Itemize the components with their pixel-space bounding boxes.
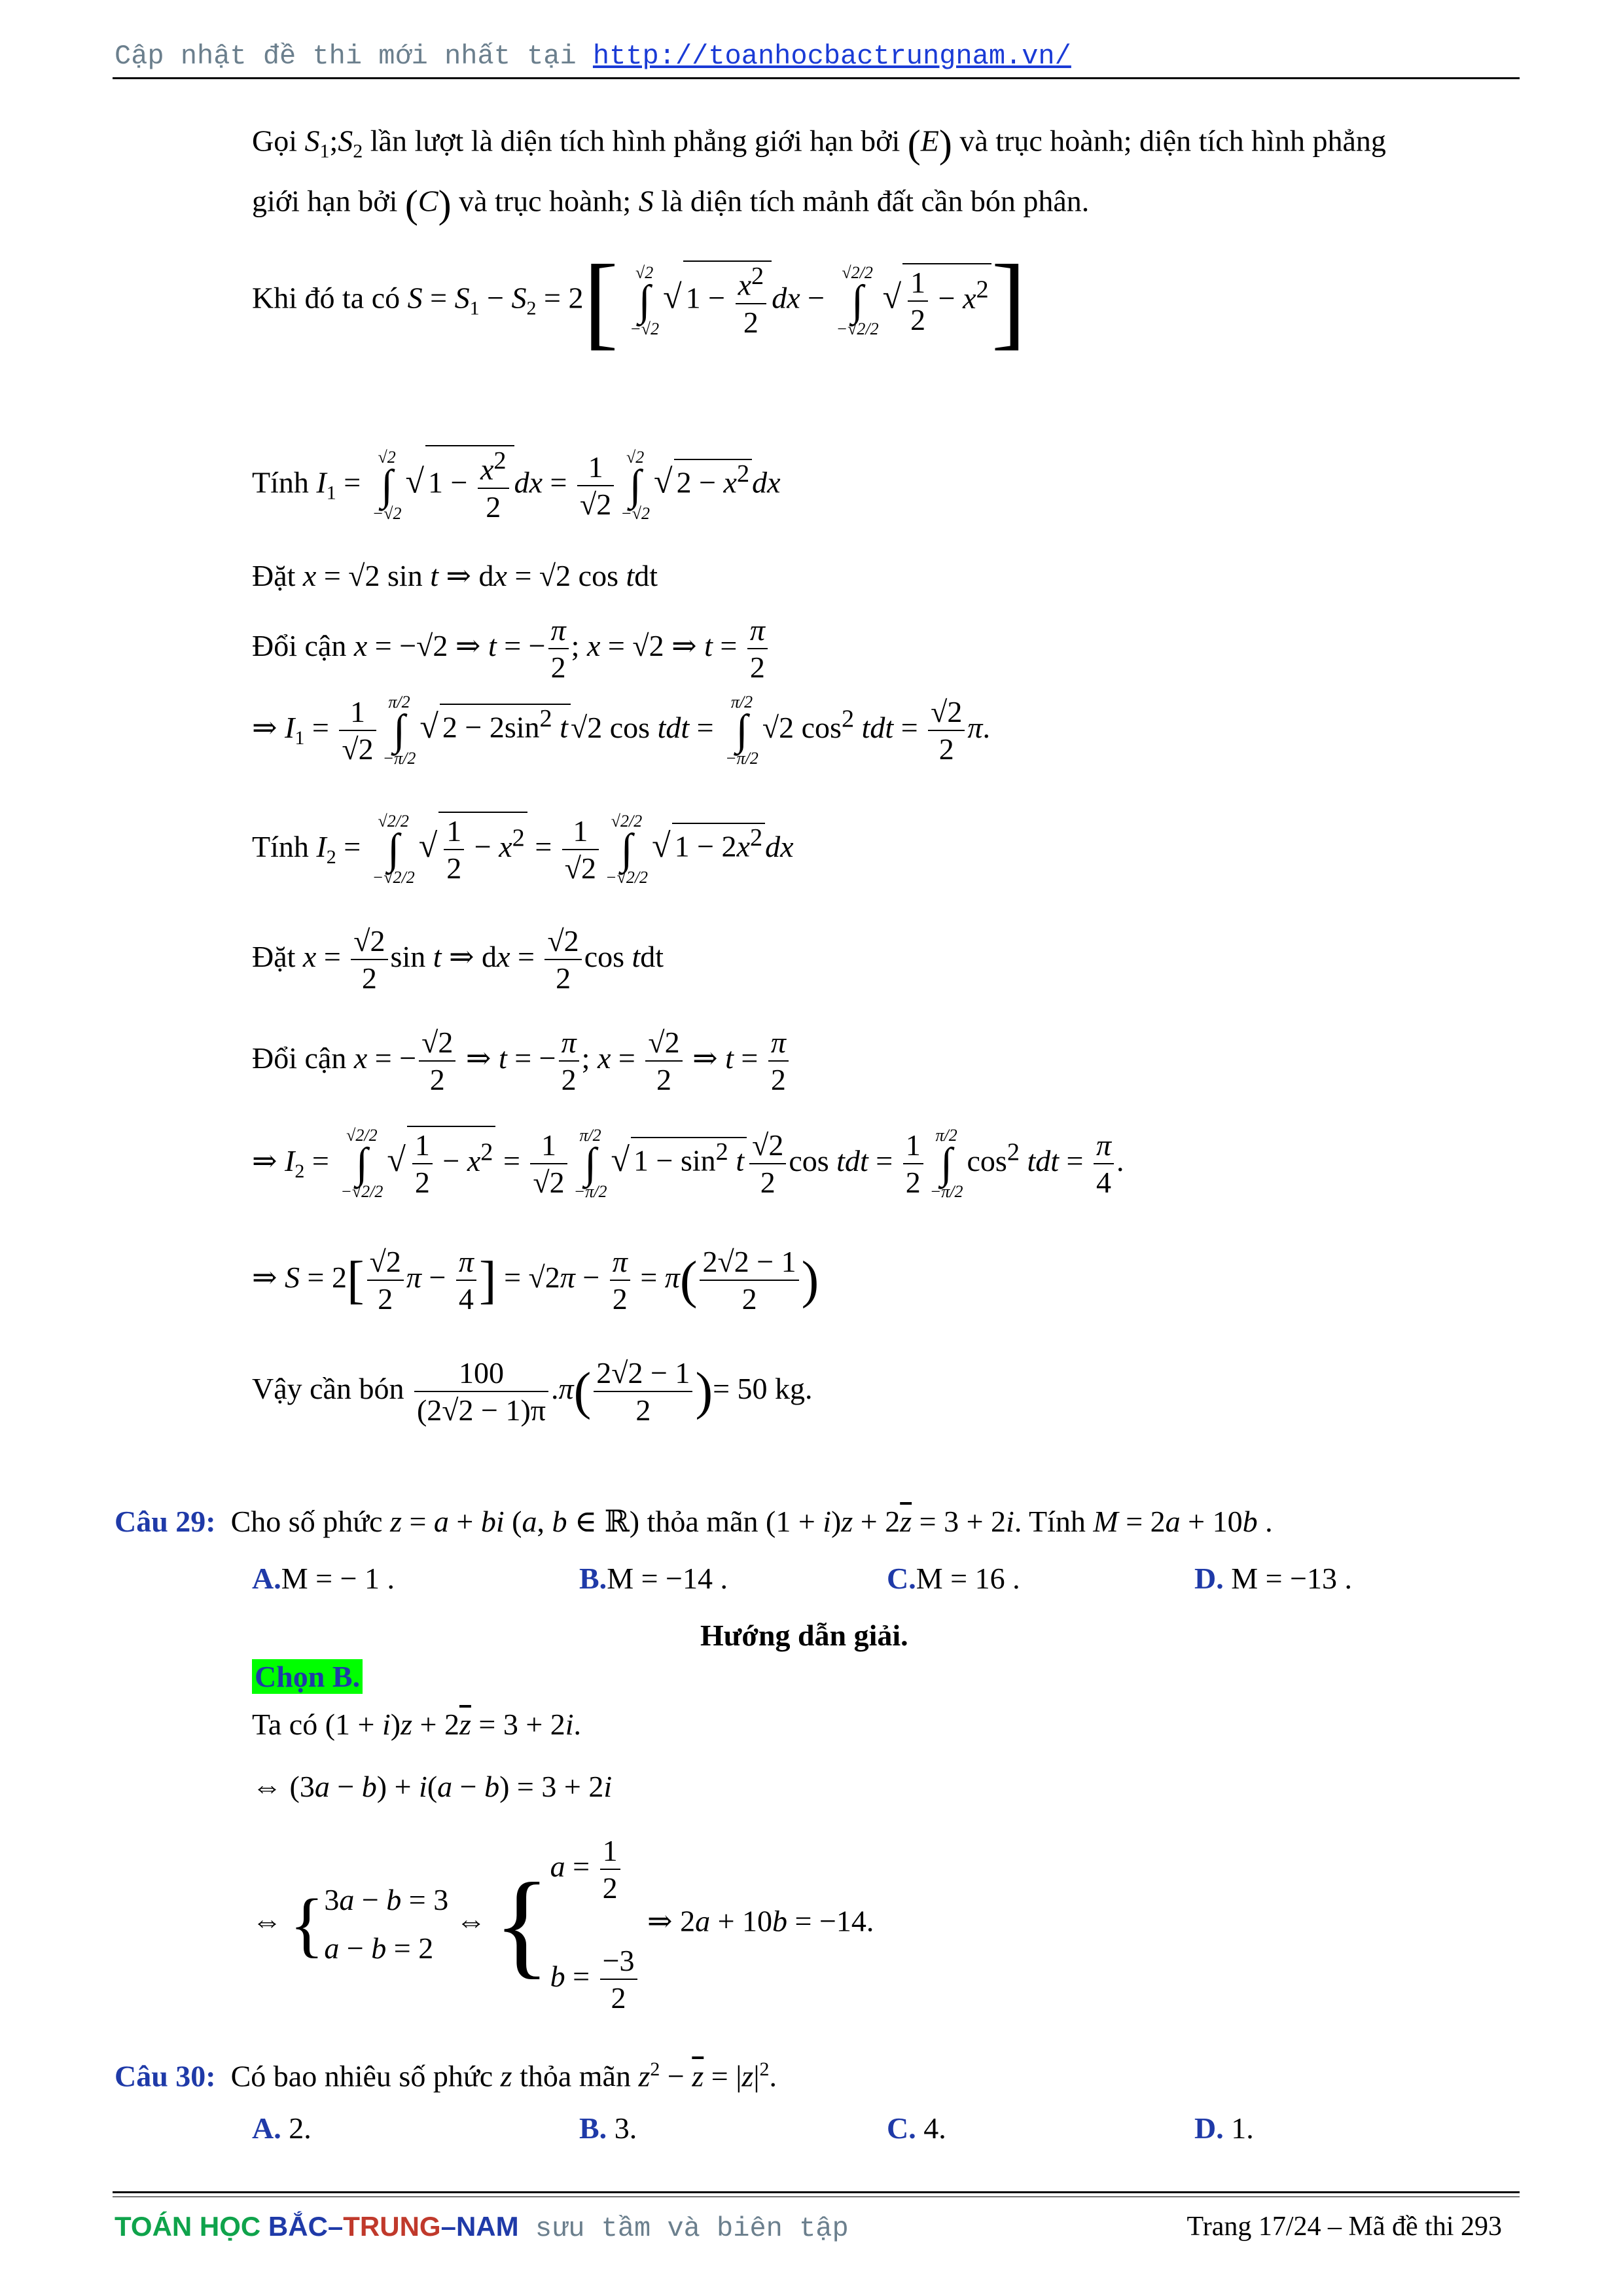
q29-choice-d[interactable]: D. M = −13 .	[1194, 1562, 1353, 1595]
footer-page-number: Trang 17/24 – Mã đề thi 293	[1186, 2212, 1502, 2242]
q29-choice-b[interactable]: B.M = −14 .	[579, 1562, 728, 1595]
header-rule	[113, 77, 1520, 79]
limits-change-1: Đổi cận x = −√2 ⇒ t = − $\frac{\pi}{2}$ ; x = √2 ⇒ t = $\frac{\pi}{2}$	[252, 612, 770, 685]
q29-step-1: Ta có $(1 + i)z + 2\overline{z} = 3 + 2i$.	[252, 1708, 582, 1741]
header-prefix: Cập nhật đề thi mới nhất tại	[115, 41, 593, 72]
q29-choice-a[interactable]: A.M = − 1 .	[252, 1562, 395, 1595]
chosen-answer: Chọn B.	[252, 1659, 363, 1694]
q30-choice-b[interactable]: B. 3.	[579, 2111, 637, 2145]
compute-i2: Tính $I_2$ = √2/2 ∫ −√2/2 √ $\frac{1}{2}$ − $x^2$ = $\frac{1}{√2}$ √2/2 ∫ −√2/2 √ $1 - 2x^2dx$	[252, 812, 794, 887]
substitution-1: Đặt x = √2 sin t ⇒ dx = √2 cos tdt	[252, 559, 658, 592]
compute-i1: Tính $I_1$ = √2 ∫ −√2 √ 1 − $\frac{x^2}{2}$ dx = $\frac{1}{√2}$ √2 ∫ −√2 √ $2 - x^2dx$	[252, 445, 781, 525]
substitution-2: Đặt x = $\frac{√2}{2}$ sin t ⇒ dx = $\frac{√2}{2}$ cos tdt	[252, 924, 664, 996]
q29-step-2: ⇔ (3a − b) + i(a − b) = 3 + 2i	[252, 1770, 613, 1803]
limits-change-2: Đổi cận x = − $\frac{√2}{2}$ ⇒ t = − $\frac{\pi}{2}$ ; x = $\frac{√2}{2}$ ⇒ t = $\frac{\pi}{2}$	[252, 1024, 791, 1098]
footer-brand: TOÁN HỌC BẮC–TRUNG–NAM sưu tầm và biên tập	[115, 2211, 849, 2244]
intro-line-1: Gọi $S_1;S_2$ lần lượt là diện tích hình phẳng giới hạn bởi (E) và trục hoành; diện tích hình phẳng	[252, 122, 1386, 166]
header-link[interactable]: http://toanhocbactrungnam.vn/	[592, 41, 1071, 72]
area-formula: Khi đó ta có $S = S_1 - S_2 = 2$[ √2 ∫ −√2 √ 1 − $\frac{x^2}{2}$ dx − √2/2 ∫ −√2/2 √ $\frac{1}{2}$ − $x^2$]	[252, 243, 1026, 359]
conclusion: Vậy cần bón $\frac{100}{(2√2 - 1)\pi}$ .π( $\frac{2√2 - 1}{2}$ )= 50 kg.	[252, 1356, 813, 1427]
q29-choice-c[interactable]: C.M = 16 .	[887, 1562, 1020, 1595]
i2-result: ⇒ $I_2$ = √2/2 ∫ −√2/2 √ $\frac{1}{2}$ − $x^2$ = $\frac{1}{√2}$ π/2 ∫ −π/2 √ $1 - \sin^2 t$ $\frac{√2}{2}$ cos tdt = $\frac{1}{2}$ π/2 ∫ −π/2 $\cos^2$ tdt = $\frac{\pi}{4}$ .	[252, 1126, 1124, 1201]
s-result: ⇒ S = 2[ $\frac{√2}{2}$ π − $\frac{\pi}{4}$ ] = √2π − $\frac{\pi}{2}$ = π( $\frac{2√2 - 1}{2}$ )	[252, 1245, 819, 1316]
q30-choice-c[interactable]: C. 4.	[887, 2111, 946, 2145]
solution-heading: Hướng dẫn giải.	[700, 1619, 908, 1652]
question-30: Câu 30: Có bao nhiêu số phức z thỏa mãn $z^2 - \overline{z} = |z|^2$.	[115, 2058, 777, 2093]
intro-line-2: giới hạn bởi (C) và trục hoành; S là diện tích mảnh đất cần bón phân.	[252, 183, 1090, 226]
question-29: Câu 29: Cho số phức z = a + bi (a, b ∈ ℝ) thỏa mãn $(1 + i)z + 2\overline{z} = 3 + 2i$. Tính M = 2a + 10b .	[115, 1505, 1273, 1538]
page-header	[115, 41, 1071, 72]
q30-choice-d[interactable]: D. 1.	[1194, 2111, 1254, 2145]
i1-result: ⇒ $I_1$ = $\frac{1}{√2}$ π/2 ∫ −π/2 √ $2 - 2\sin^2$ t√2 cos tdt = π/2 ∫ −π/2 √2 $\cos^2$ tdt = $\frac{√2}{2}$ π.	[252, 692, 990, 768]
q30-choice-a[interactable]: A. 2.	[252, 2111, 312, 2145]
q29-step-3: ⇔ {3a − b = 3 a − b = 2 ⇔ {a = $\frac{1}{2}$ b = $\frac{-3}{2}$ ⇒ 2a + 10b = −14.	[252, 1834, 874, 2015]
footer-rule	[113, 2191, 1520, 2193]
